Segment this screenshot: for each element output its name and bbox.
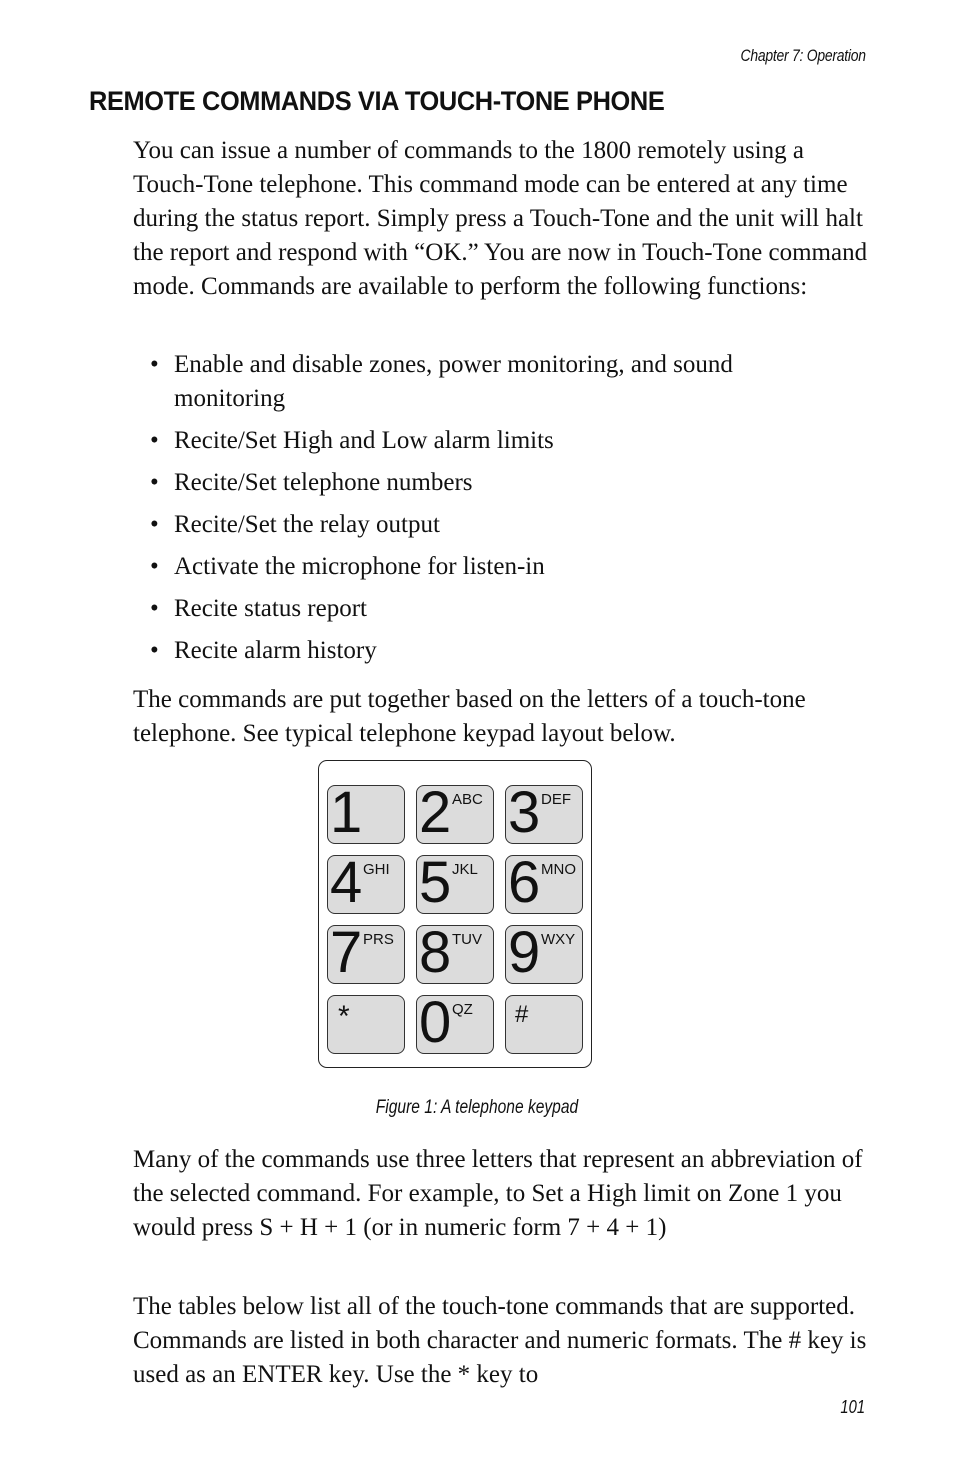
keypad-key-9 [505,920,583,985]
keypad-key-3 [505,780,583,845]
figure-caption: Figure 1: A telephone keypad [375,1097,579,1118]
keypad-key-8 [416,920,494,985]
keypad-key-4 [327,850,405,915]
key-letters: JKL [452,861,478,878]
intro-paragraph: You can issue a number of commands to the 1800 remotely using a Touch-Tone telephone. This command mode can be entered at any time during the status report. Simply press a Touch-Tone and the unit will halt the report and respond with “OK.” You are now in Touch-Tone command mode. Commands are available to perform the following functions: [133,137,868,300]
key-digit: 8 [419,920,452,985]
list-item: • Recite/Set telephone numbers [150,466,850,500]
keypad-key-6 [505,850,583,915]
key-letters: PRS [363,931,394,948]
list-item: • Recite/Set High and Low alarm limits [150,424,850,458]
list-item: • Activate the microphone for listen-in [150,550,850,584]
keypad-key-0 [416,990,494,1055]
key-digit: 4 [330,850,363,915]
key-digit: 7 [330,920,363,985]
keypad-key-7 [327,920,405,985]
tables-paragraph: The tables below list all of the touch-tone commands that are supported. Commands are listed in both character and numeric formats. The # key is used as an ENTER key. Use the * key to [133,1293,867,1388]
key-letters: QZ [452,1001,473,1018]
key-digit: * [338,1000,350,1033]
key-letters: TUV [452,931,482,948]
page-number: 101 [840,1397,865,1417]
keypad-key-star [327,995,405,1054]
key-digit: 0 [419,990,452,1055]
key-digit: 1 [330,780,363,845]
abbreviation-paragraph: Many of the commands use three letters that represent an abbreviation of the selected command. For example, to Set a High limit on Zone 1 you would press S + H + 1 (or in numeric form 7 + 4 + 1) [133,1146,863,1241]
list-item: • Recite status report [150,592,850,626]
key-letters: ABC [452,791,483,808]
key-digit: 5 [419,850,452,915]
key-letters: DEF [541,791,571,808]
keypad-key-hash [505,995,583,1054]
key-digit: 9 [508,920,541,985]
key-digit: 6 [508,850,541,915]
keypad-key-1 [327,780,405,845]
list-item: • Recite alarm history [150,634,850,668]
key-letters: MNO [541,861,576,878]
chapter-header: Chapter 7: Operation [740,46,866,65]
key-letters: GHI [363,861,390,878]
key-digit: 2 [419,780,452,845]
keypad-intro-paragraph: The commands are put together based on the letters of a touch-tone telephone. See typical telephone keypad layout below. [133,686,806,747]
key-digit: # [515,1001,529,1028]
key-digit: 3 [508,780,541,845]
key-letters: WXY [541,931,576,948]
section-heading: REMOTE COMMANDS VIA TOUCH-TONE PHONE [89,86,665,116]
function-list [150,348,850,676]
telephone-keypad-figure [318,760,592,1068]
keypad-key-5 [416,850,494,915]
list-item: • Enable and disable zones, power monitoring, and sound monitoring [150,348,850,416]
keypad-key-2 [416,780,494,845]
list-item: • Recite/Set the relay output [150,508,850,542]
